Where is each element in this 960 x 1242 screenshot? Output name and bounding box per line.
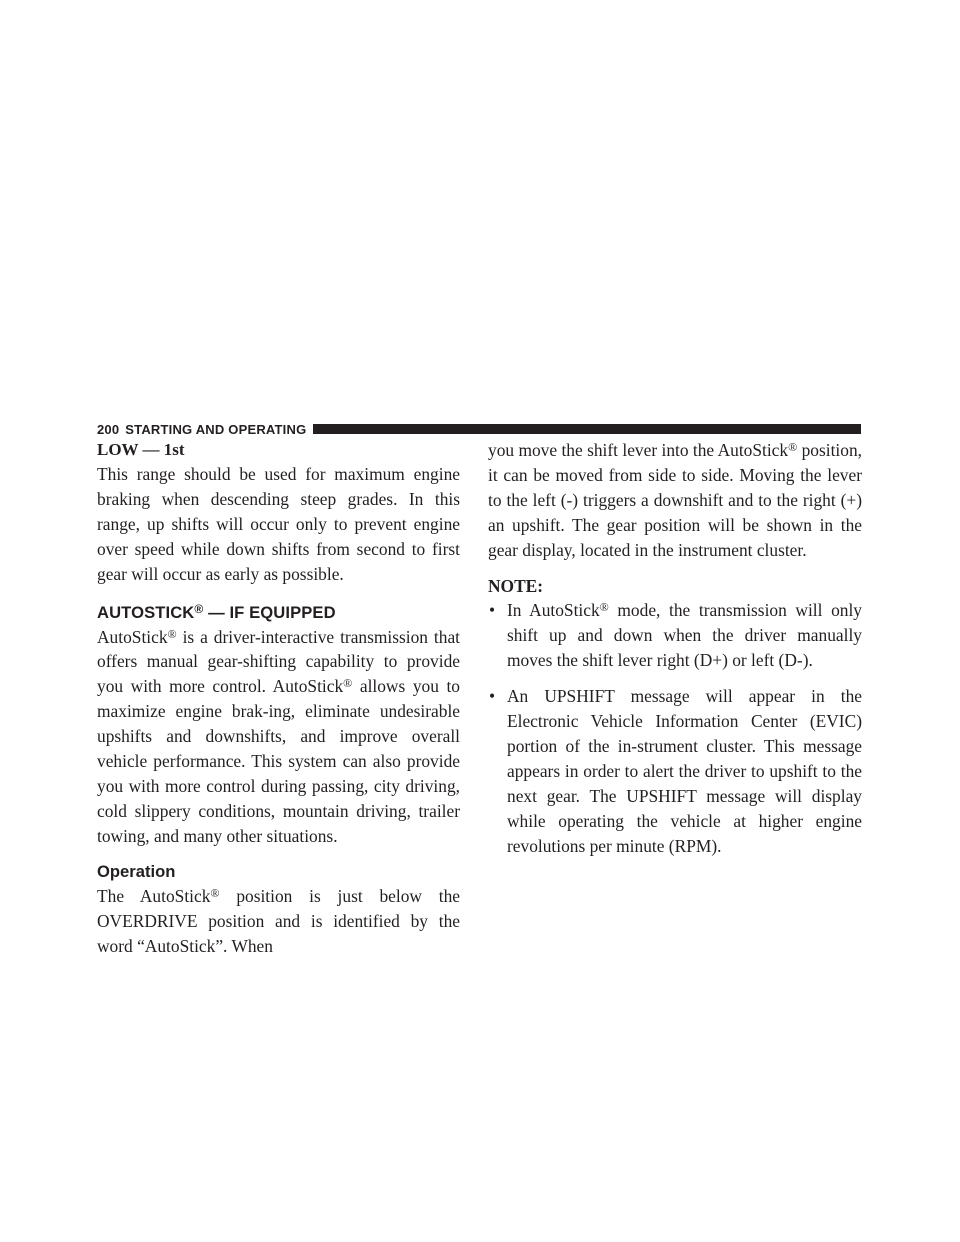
autostick-heading: AUTOSTICK® — IF EQUIPPED xyxy=(97,601,336,622)
header-rule xyxy=(313,424,861,434)
note-list xyxy=(488,598,862,858)
registered-mark: ® xyxy=(167,626,177,641)
low-gear-heading: LOW — 1st xyxy=(97,440,185,459)
list-item xyxy=(488,598,862,673)
registered-mark: ® xyxy=(788,440,798,454)
right-column xyxy=(488,438,862,870)
page-number: 200 xyxy=(97,421,120,437)
low-gear-paragraph: This range should be used for maximum engine braking when descending steep grades. In this range, up shifts will occur only to prevent engine over speed while down shifts from second to first gear will occur as early as possible. xyxy=(97,464,460,584)
note-label: NOTE: xyxy=(488,575,544,596)
note-item-text: An UPSHIFT message will appear in the Electronic Vehicle Information Center (EVIC) portion of the in-strument cluster. This message appears in order to alert the driver to upshift to the next gear. The UPSHIFT message will display while operating the vehicle at higher engine revolutions per minute (RPM). xyxy=(507,686,862,856)
bullet-icon: • xyxy=(489,686,496,707)
registered-mark: ® xyxy=(210,885,220,900)
autostick-paragraph: AutoStick® is a driver-interactive transmission that offers manual gear-shifting capability to provide you with more control. AutoStick® allows you to maximize engine brak-ing, eliminate undesirable upshifts and downshifts, and improve overall vehicle performance. This system can also provide you with more control during passing, city driving, cold slippery conditions, mountain driving, trailer towing, and many other situations. xyxy=(97,626,460,846)
section-title: STARTING AND OPERATING xyxy=(125,421,307,437)
operation-paragraph-start: The AutoStick® position is just below the OVERDRIVE position and is identified by the word “AutoStick”. When xyxy=(97,885,460,956)
operation-heading: Operation xyxy=(97,861,176,881)
running-header xyxy=(97,419,861,439)
operation-paragraph-continued: you move the shift lever into the AutoStick® position, it can be moved from side to side. Moving the lever to the left (-) triggers a downshift and to the right (+) an upshift. The gear position will be shown in the gear display, located in the instrument cluster. xyxy=(488,440,862,560)
note-item-text: In AutoStick® mode, the transmission will only shift up and down when the driver manually moves the shift lever right (D+) or left (D-). xyxy=(507,600,862,671)
bullet-icon: • xyxy=(489,600,496,621)
list-item xyxy=(488,684,862,858)
registered-mark: ® xyxy=(343,676,353,691)
registered-mark: ® xyxy=(599,600,609,615)
registered-mark: ® xyxy=(194,601,204,616)
left-column xyxy=(97,438,460,958)
